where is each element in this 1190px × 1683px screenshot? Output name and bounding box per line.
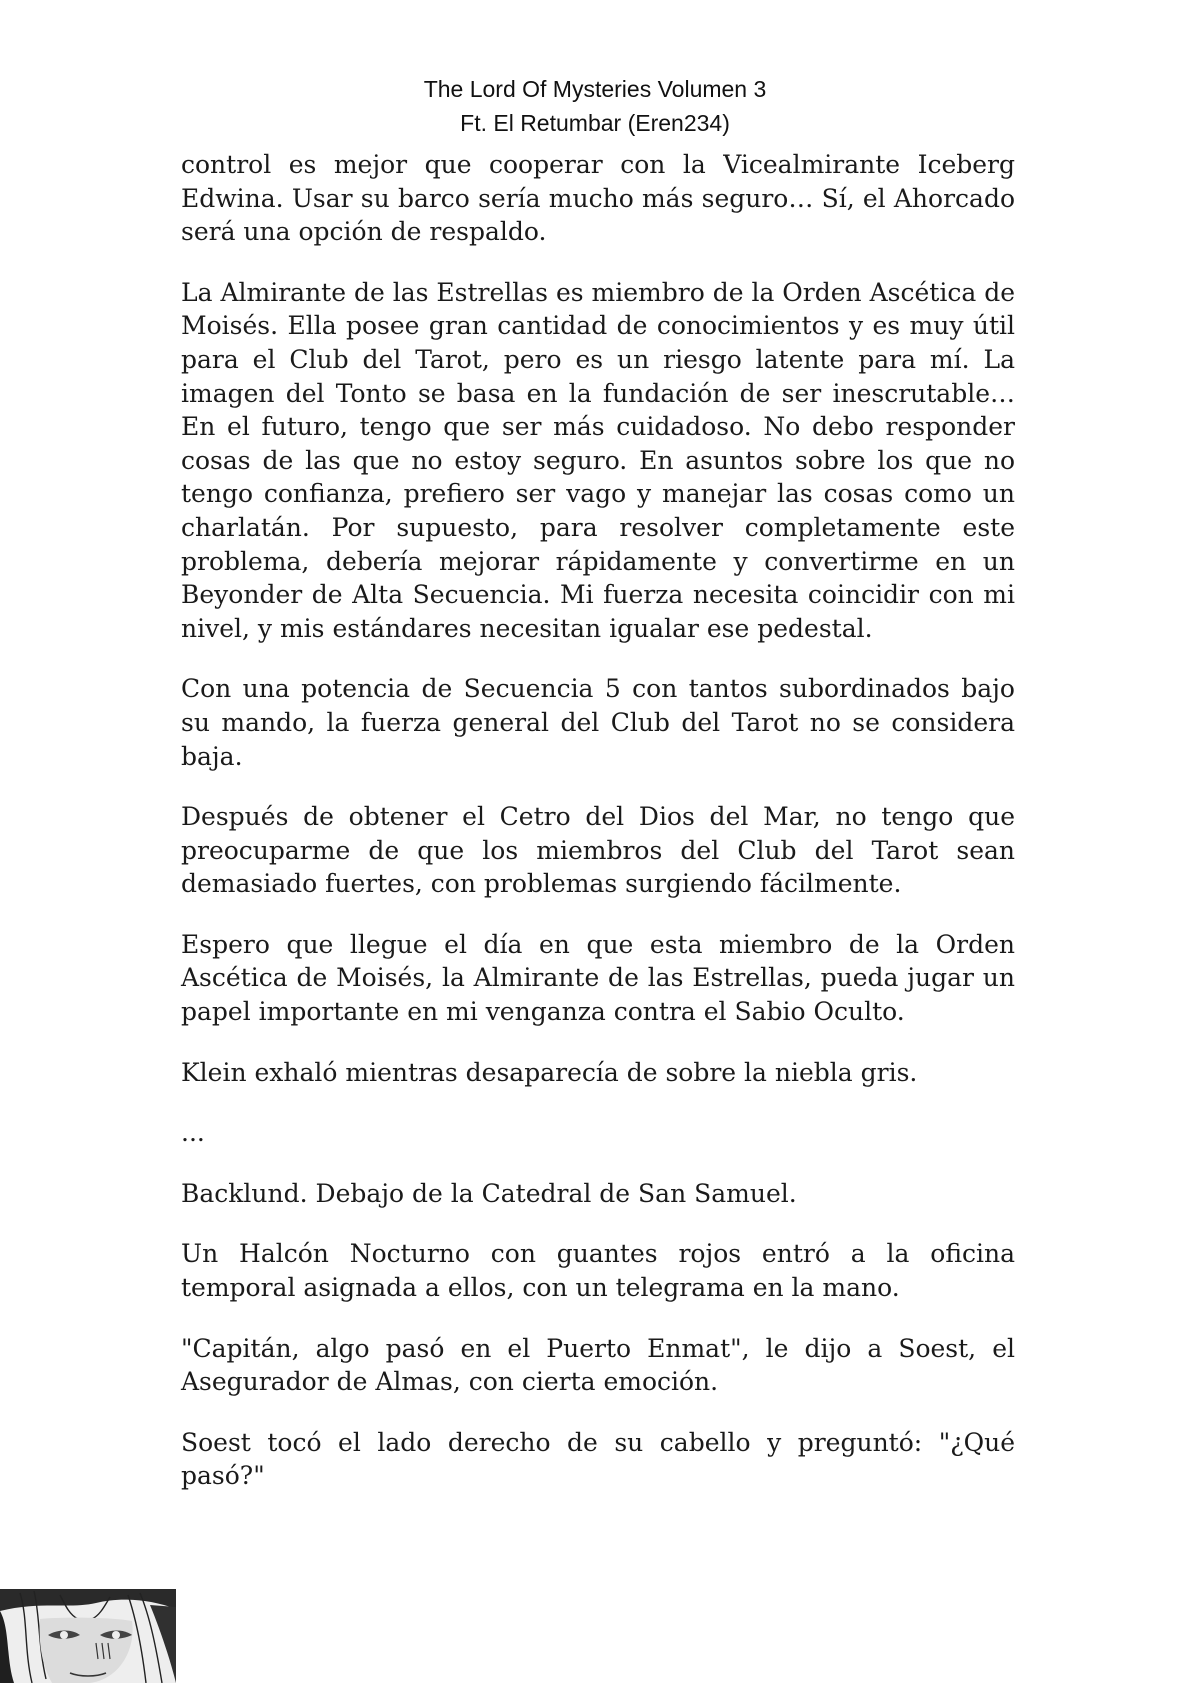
paragraph: Con una potencia de Secuencia 5 con tantos subordinados bajo su mando, la fuerza general del Club del Tarot no se considera baja. — [181, 674, 1015, 771]
paragraph: Un Halcón Nocturno con guantes rojos entró a la oficina temporal asignada a ellos, con un telegrama en la mano. — [181, 1239, 1015, 1303]
paragraph: Soest tocó el lado derecho de su cabello y preguntó: "¿Qué pasó?" — [181, 1427, 1015, 1491]
manga-face-illustration — [0, 1589, 176, 1683]
paragraph: Klein exhaló mientras desaparecía de sobre la niebla gris. — [181, 1057, 918, 1087]
header-title: The Lord Of Mysteries Volumen 3 — [423, 76, 767, 102]
paragraph: Espero que llegue el día en que esta miembro de la Orden Ascética de Moisés, la Almirante de las Estrellas, pueda jugar un papel importante en mi venganza contra el Sabio Oculto. — [181, 929, 1015, 1027]
paragraph: Backlund. Debajo de la Catedral de San Samuel. — [181, 1178, 797, 1208]
scene-break: ... — [181, 1118, 205, 1148]
chapter-text — [181, 148, 1015, 1520]
paragraph: control es mejor que cooperar con la Vicealmirante Iceberg Edwina. Usar su barco sería mucho más seguro… Sí, el Ahorcado será una opción de respaldo. — [181, 150, 1015, 247]
paragraph: "Capitán, algo pasó en el Puerto Enmat", le dijo a Soest, el Asegurador de Almas, con cierta emoción. — [181, 1333, 1015, 1397]
paragraph: La Almirante de las Estrellas es miembro de la Orden Ascética de Moisés. Ella posee gran cantidad de conocimientos y es muy útil para el Club del Tarot, pero es un riesgo latente para mí. La imagen del Tonto se basa en la fundación de ser inescrutable… En el futuro, tengo que ser más cuidadoso. No debo responder cosas de las que no estoy seguro. En asuntos sobre los que no tengo confianza, prefiero ser vago y manejar las cosas como un charlatán. Por supuesto, para resolver completamente este problema, debería mejorar rápidamente y convertirme en un Beyonder de Alta Secuencia. Mi fuerza necesita coincidir con mi nivel, y mis estándares necesitan igualar ese pedestal. — [181, 277, 1015, 643]
page-header — [0, 72, 1190, 140]
header-credit: Ft. El Retumbar (Eren234) — [460, 110, 730, 136]
paragraph: Después de obtener el Cetro del Dios del Mar, no tengo que preocuparme de que los miembros del Club del Tarot sean demasiado fuertes, con problemas surgiendo fácilmente. — [181, 802, 1015, 899]
